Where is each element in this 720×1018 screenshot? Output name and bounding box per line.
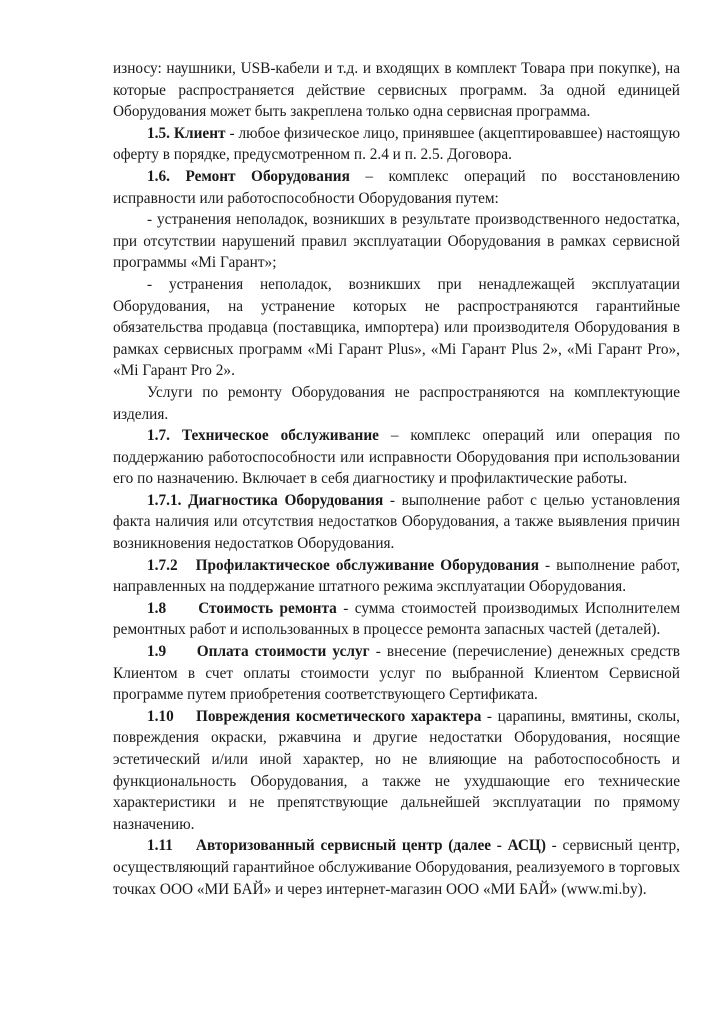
clause-term: Ремонт Оборудования <box>185 167 350 185</box>
clause-number: 1.10 <box>147 707 174 725</box>
paragraph-text: Услуги по ремонту Оборудования не распространяются на комплектующие изделия. <box>113 383 680 423</box>
document-body <box>113 58 680 900</box>
paragraph-1-7 <box>113 425 680 490</box>
clause-text: - сумма стоимостей производимых Исполнителем ремонтных работ и использованных в процессе ремонта запасных частей (деталей). <box>113 599 681 639</box>
clause-text: - выполнение работ, направленных на поддержание штатного режима эксплуатации Оборудования. <box>113 556 680 596</box>
clause-term: Техническое обслуживание <box>181 427 379 445</box>
clause-number: 1.9 <box>147 643 167 661</box>
clause-text: - сервисный центр, осуществляющий гарантийное обслуживание Оборудования, реализуемого в торговых точках ООО «МИ БАЙ» и через интернет-магазин ООО «МИ БАЙ» (www.mi.by). <box>113 837 681 898</box>
paragraph-text: износу: наушники, USB-кабели и т.д. и входящих в комплект Товара при покупке), на которые распространяется действие сервисных программ. За одной единицей Оборудования может быть закреплена только одна сервисная программа. <box>113 60 680 121</box>
paragraph-1-6-item-1 <box>113 209 680 274</box>
clause-number: 1.7.2 <box>147 556 178 574</box>
clause-number: 1.8 <box>147 599 167 617</box>
paragraph-1-6-note <box>113 382 680 425</box>
paragraph-1-6 <box>113 166 680 209</box>
clause-number: 1.5. <box>147 124 170 142</box>
clause-text: - внесение (перечисление) денежных средств Клиентом в счет оплаты стоимости услуг по выбранной Клиентом Сервисной программе путем приобретения соответствующего Сертификата. <box>113 643 680 704</box>
clause-term: Оплата стоимости услуг <box>196 643 370 661</box>
clause-text: – комплекс операций по восстановлению исправности или работоспособности Оборудования путем: <box>113 167 680 207</box>
clause-number: 1.7.1. <box>147 491 182 509</box>
clause-term: Авторизованный сервисный центр (далее - АСЦ) <box>195 837 546 855</box>
clause-text: – комплекс операций или операция по поддержанию работоспособности или исправности Оборудования при использовании его по назначению. Включает в себя диагностику и профилактические работы. <box>113 427 680 488</box>
paragraph-continuation <box>113 58 680 123</box>
clause-term: Диагностика Оборудования <box>188 491 384 509</box>
paragraph-1-7-1 <box>113 490 680 555</box>
clause-number: 1.7. <box>147 427 170 445</box>
list-item-text: - устранения неполадок, возникших при ненадлежащей эксплуатации Оборудования, на устранение которых не распространяются гарантийные обязательства продавца (поставщика, импортера) или производителя Оборудования в рамках сервисных программ «Mi Гарант Plus», «Mi Гарант Plus 2», «Mi Гарант Pro», «Mi Гарант Pro 2». <box>113 275 680 380</box>
paragraph-1-9 <box>113 641 680 706</box>
paragraph-1-11 <box>113 835 680 900</box>
clause-text: - царапины, вмятины, сколы, повреждения окраски, ржавчина и другие недостатки Оборудования, носящие эстетический и/или иной характер, но не влияющие на работоспособность и функциональность Оборудования, а также не ухудшающие его технические характеристики и не препятствующие дальнейшей эксплуатации по прямому назначению. <box>113 707 681 833</box>
clause-term: Повреждения косметического характера <box>196 707 482 725</box>
clause-term: Профилактическое обслуживание Оборудования <box>195 556 539 574</box>
clause-term: Клиент <box>173 124 226 142</box>
paragraph-1-8 <box>113 598 680 641</box>
clause-number: 1.11 <box>147 837 173 855</box>
clause-term: Стоимость ремонта <box>198 599 337 617</box>
paragraph-1-5 <box>113 123 680 166</box>
paragraph-1-6-item-2 <box>113 274 680 382</box>
paragraph-1-7-2 <box>113 555 680 598</box>
clause-number: 1.6. <box>147 167 170 185</box>
clause-text: - выполнение работ с целью установления факта наличия или отсутствия недостатков Оборудования, а также выявления причин возникновения недостатков Оборудования. <box>113 491 680 553</box>
paragraph-1-10 <box>113 706 680 836</box>
clause-text: - любое физическое лицо, принявшее (акцептировавшее) настоящую оферту в порядке, предусмотренном п. 2.4 и п. 2.5. Договора. <box>113 124 680 164</box>
list-item-text: - устранения неполадок, возникших в результате производственного недостатка, при отсутствии нарушений правил эксплуатации Оборудования в рамках сервисной программы «Mi Гарант»; <box>113 211 680 272</box>
